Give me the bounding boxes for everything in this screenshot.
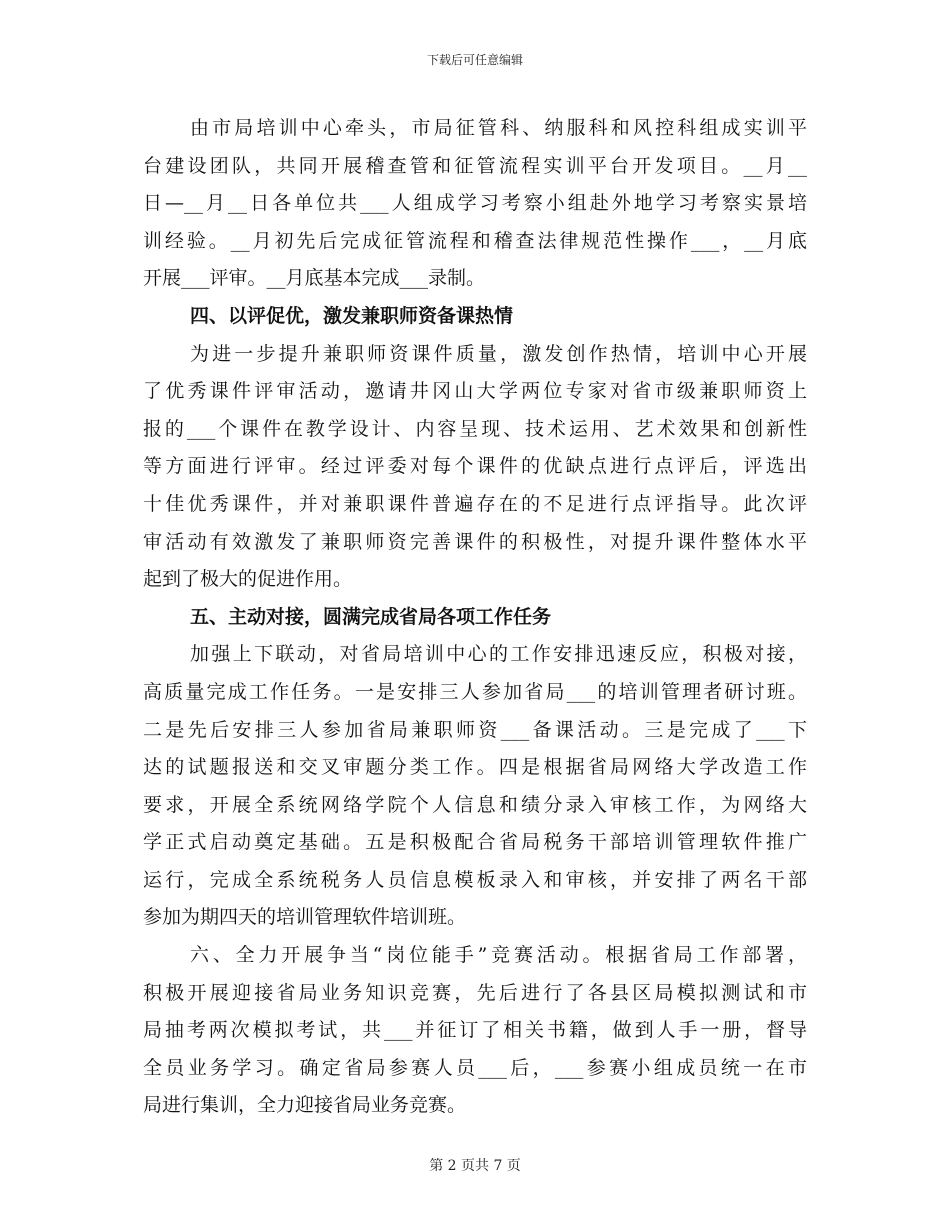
paragraph-line: 为进一步提升兼职师资课件质量，激发创作热情，培训中心开展 [190, 342, 807, 365]
paragraph-line: 加强上下联动，对省局培训中心的工作安排迅速反应，积极对接， [190, 643, 807, 666]
document-body [143, 110, 807, 1125]
paragraph-line: 开展___评审。__月底基本完成___录制。 [143, 267, 486, 290]
paragraph-line: 起到了极大的促进作用。 [143, 568, 353, 591]
paragraph-line: 局抽考两次模拟考试，共___并征订了相关书籍，做到人手一册，督导 [143, 1019, 807, 1042]
paragraph-line: 高质量完成工作任务。一是安排三人参加省局___的培训管理者研讨班。 [143, 680, 807, 703]
section-heading-5: 五、主动对接，圆满完成省局各项工作任务 [190, 605, 552, 628]
page-footer: 第 2 页共 7 页 [429, 1158, 521, 1174]
paragraph-line: 等方面进行评审。经过评委对每个课件的优缺点进行点评后，评选出 [143, 455, 807, 478]
paragraph-line: 局进行集训，全力迎接省局业务竞赛。 [143, 1094, 467, 1117]
paragraph-line: 参加为期四天的培训管理软件培训班。 [143, 906, 467, 929]
paragraph-line: 了优秀课件评审活动，邀请井冈山大学两位专家对省市级兼职师资上 [143, 380, 807, 403]
paragraph-line: 审活动有效激发了兼职师资完善课件的积极性，对提升课件整体水平 [143, 530, 807, 553]
paragraph-line: 日—__月__日各单位共___人组成学习考察小组赴外地学习考察实景培 [143, 192, 807, 215]
paragraph-line: 二是先后安排三人参加省局兼职师资___备课活动。三是完成了___下 [143, 718, 807, 741]
page-header: 下载后可任意编辑 [426, 53, 523, 67]
paragraph-line: 积极开展迎接省局业务知识竞赛，先后进行了各县区局模拟测试和市 [143, 981, 807, 1004]
paragraph-line: 报的___个课件在教学设计、内容呈现、技术运用、艺术效果和创新性 [143, 417, 807, 440]
paragraph-line: 全员业务学习。确定省局参赛人员___后，___参赛小组成员统一在市 [143, 1056, 807, 1079]
paragraph-line: 运行，完成全系统税务人员信息模板录入和审核，并安排了两名干部 [143, 868, 807, 891]
paragraph-line: 六、全力开展争当“岗位能手”竞赛活动。根据省局工作部署， [190, 944, 807, 967]
paragraph-line: 台建设团队，共同开展稽查管和征管流程实训平台开发项目。__月__ [143, 154, 807, 177]
paragraph-line: 由市局培训中心牵头，市局征管科、纳服科和风控科组成实训平 [190, 117, 807, 139]
paragraph-line: 要求，开展全系统网络学院个人信息和绩分录入审核工作，为网络大 [143, 793, 807, 816]
paragraph-line: 十佳优秀课件，并对兼职课件普遍存在的不足进行点评指导。此次评 [143, 492, 807, 515]
paragraph-line: 达的试题报送和交叉审题分类工作。四是根据省局网络大学改造工作 [143, 756, 807, 779]
section-heading-4: 四、以评促优，激发兼职师资备课热情 [190, 304, 514, 327]
paragraph-line: 训经验。__月初先后完成征管流程和稽查法律规范性操作___，__月底 [143, 229, 807, 252]
paragraph-line: 学正式启动奠定基础。五是积极配合省局税务干部培训管理软件推广 [143, 831, 807, 854]
